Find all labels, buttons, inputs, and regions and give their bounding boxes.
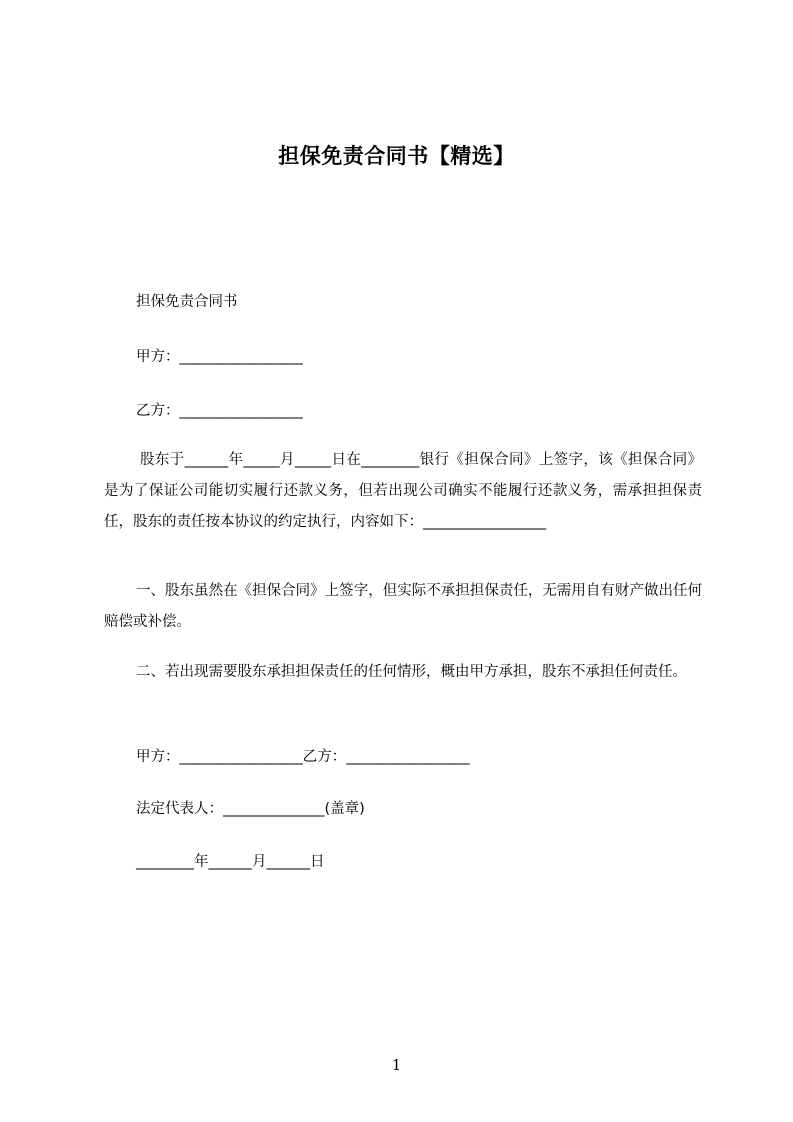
contract-subtitle: 担保免责合同书: [136, 294, 238, 310]
signature-line: 甲方：_________________乙方：_________________: [136, 749, 470, 765]
party-a-field: 甲方：_________________: [136, 349, 303, 365]
legal-representative-line: 法定代表人：______________(盖章): [136, 801, 365, 817]
date-line: ________年______月______日: [136, 854, 325, 870]
page-number: 1: [391, 1056, 402, 1074]
intro-paragraph: 股东于______年_____月_____日在________银行《担保合同》上签字，该《担保合同》是为了保证公司能切实履行还款义务，但若出现公司确实不能履行还款义务，需承担担保责任，股东的责任按本协议的约定执行，内容如下：_________________: [104, 452, 702, 530]
page-title: 担保免责合同书【精选】: [278, 144, 515, 168]
clause-1: 一、股东虽然在《担保合同》上签字，但实际不承担担保责任，无需用自有财产做出任何赔偿或补偿。: [104, 583, 702, 630]
party-b-field: 乙方：_________________: [136, 403, 303, 419]
clause-2: 二、若出现需要股东承担担保责任的任何情形，概由甲方承担，股东不承担任何责任。: [136, 664, 687, 680]
